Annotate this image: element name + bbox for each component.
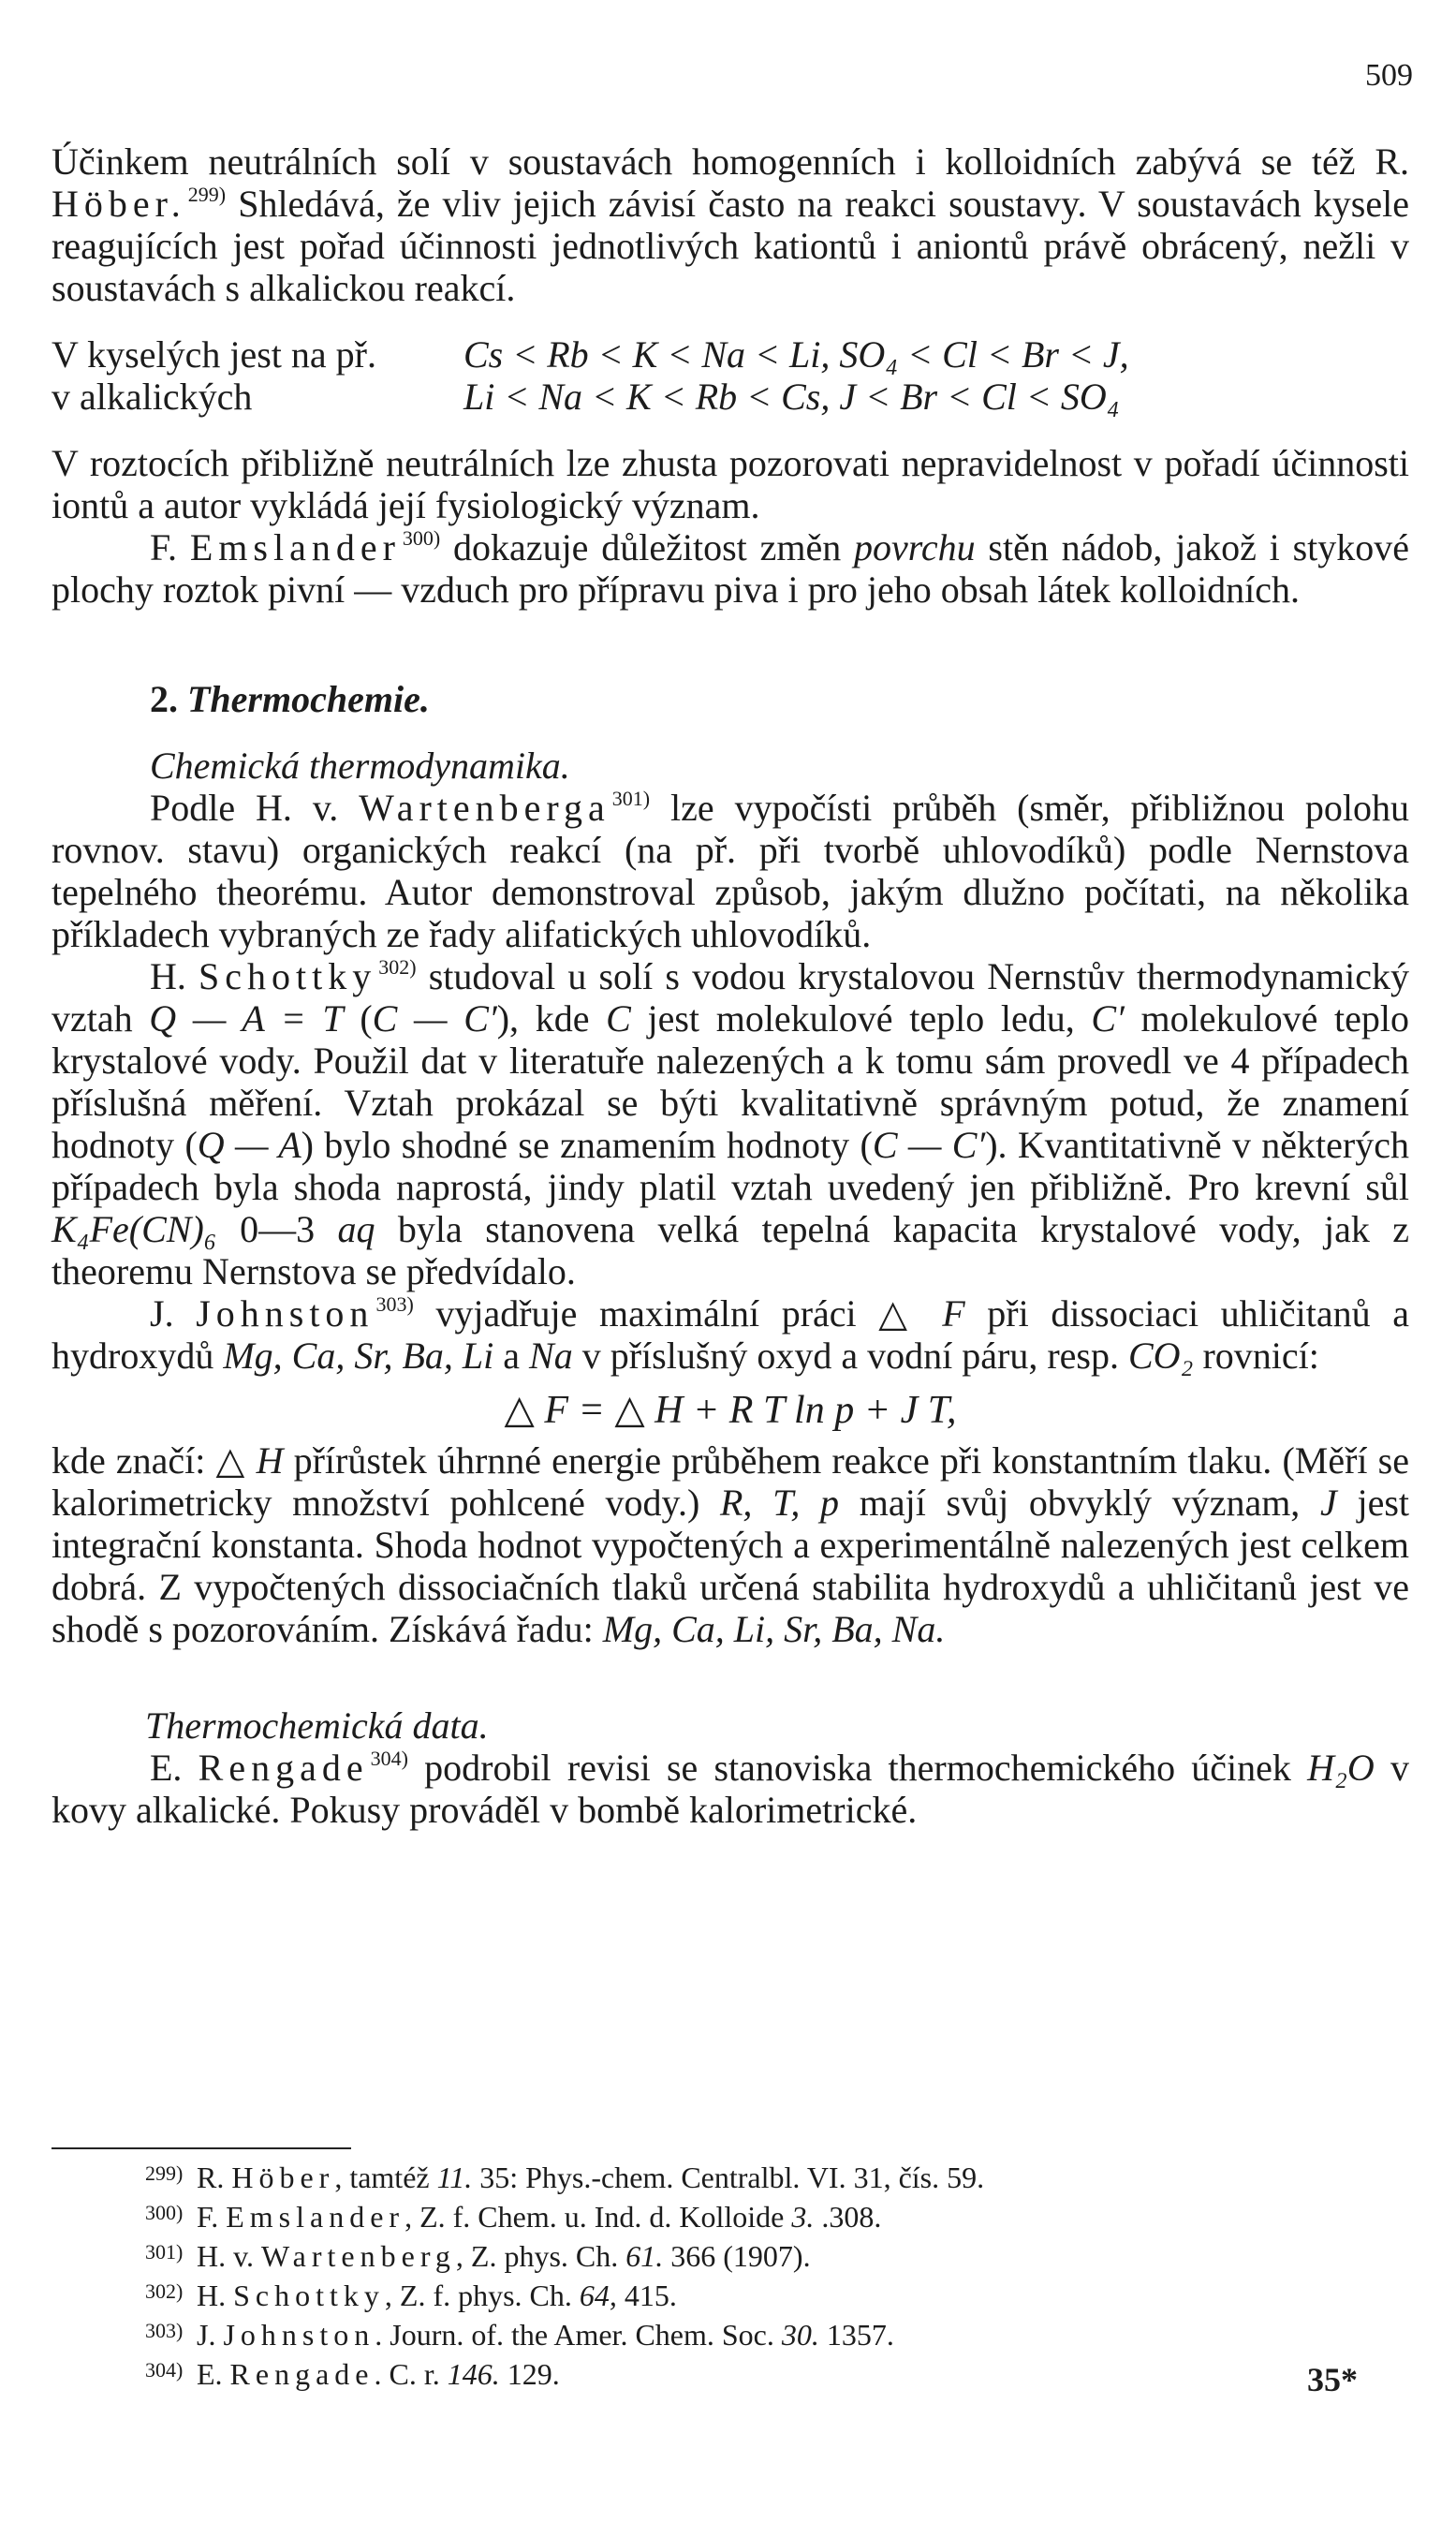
text: jest integrační konstanta. Shoda hodnot vypočtených a experimentálně nalezených jest celkem dobrá. Z vypočtených dissociačních tlaků určená stabilita hydroxydů a uhličitanů jest ve shodě s pozorováním. Získává řadu:	[51, 1482, 1409, 1650]
equation: △ F = △ H + R T ln p + J T,	[504, 1389, 957, 1432]
text: v příslušný oxyd a vodní páru, resp.	[572, 1335, 1128, 1377]
formula: Mg, Ca, Sr, Ba, Li	[223, 1335, 494, 1377]
series-formula: Cs < Rb < K < Na < Li, SO₄ < Cl < Br < J,	[463, 333, 1129, 376]
ion-series	[51, 333, 1409, 418]
author-name: Johnston	[223, 2318, 375, 2352]
text: ) bylo shodné se znamením hodnoty (	[301, 1124, 873, 1166]
text: E.	[150, 1747, 199, 1789]
page-body	[51, 140, 1409, 1831]
footnote-number: 300)	[145, 2201, 184, 2224]
footnote-number: 301)	[145, 2240, 184, 2264]
footnote-number: 299)	[145, 2161, 184, 2185]
formula: Na	[529, 1335, 573, 1377]
text: molekulové teplo krystalové vody. Použil dat v literatuře nalezených a k tomu sám provedl ve 4 případech příslušná měření. Vztah prokázal se býti kvalitativně správným potud, že znamení hodnoty (	[51, 997, 1410, 1166]
footnote-divider	[51, 2147, 351, 2149]
author-name: Wartenberg	[261, 2239, 456, 2273]
text: , Z. f. phys. Ch.	[384, 2279, 580, 2312]
paragraph-equation-explanation	[51, 1439, 1409, 1650]
section-heading	[51, 678, 1409, 720]
author-name: Emslander	[189, 526, 401, 568]
series-label: v alkalických	[51, 376, 253, 418]
footnote-ref[interactable]: 300)	[402, 526, 441, 550]
text: 415.	[616, 2279, 677, 2312]
text: Účinkem neutrálních solí v soustavách homogenních i kolloidních zabývá se též R.	[51, 140, 1409, 183]
paragraph-schottky	[51, 955, 1409, 1292]
footnote	[145, 2195, 1269, 2235]
text: kde značí:	[51, 1439, 216, 1482]
text: stěn nádob, jakož i stykové plochy roztok pivní — vzduch pro přípravu piva i pro jeho obsah látek kolloidních.	[51, 526, 1410, 611]
formula: △ H	[215, 1439, 284, 1482]
text: Podle H. v.	[150, 787, 360, 829]
text: F.	[150, 526, 190, 568]
text: ), kde	[496, 997, 607, 1040]
formula: H₂O	[1307, 1747, 1375, 1789]
formula: CO₂	[1127, 1335, 1194, 1377]
footnote	[145, 2274, 1269, 2313]
text: F.	[197, 2200, 227, 2234]
text: vyjadřuje maximální práci	[413, 1292, 879, 1335]
footnote	[145, 2235, 1269, 2274]
text: při dissociaci uhličitanů a hydroxydů	[51, 1292, 1409, 1377]
footnote-ref[interactable]: 302)	[378, 955, 417, 979]
text: , tamtéž	[334, 2161, 437, 2194]
text: H.	[150, 955, 199, 997]
paragraph-wartenberg	[51, 787, 1409, 955]
text: , Z. f. Chem. u. Ind. d. Kolloide	[404, 2200, 792, 2234]
text: 366 (1907).	[663, 2239, 811, 2273]
text: rovnicí:	[1193, 1335, 1319, 1377]
formula: C′	[1091, 997, 1125, 1040]
text: lze vypočísti průběh (směr, přibližnou polohu rovnov. stavu) organických reakcí (na př. při tvorbě uhlovodíků) podle Nernstova tepelného theorému. Autor demonstroval způsob, jakým dlužno počítati, na několika příkladech vybraných ze řady alifatických uhlovodíků.	[51, 787, 1409, 955]
paragraph-rengade	[51, 1747, 1409, 1831]
author-name: Schottky	[233, 2279, 385, 2312]
footnote-ref[interactable]: 301)	[611, 787, 651, 810]
text: . Journ. of. the Amer. Chem. Soc.	[375, 2318, 782, 2352]
text: E.	[197, 2357, 230, 2391]
footnote-number: 304)	[145, 2358, 184, 2382]
subsection-heading: Thermochemická data.	[145, 1704, 489, 1747]
text: jest molekulové teplo ledu,	[630, 997, 1092, 1040]
formula: C — C′	[872, 1124, 986, 1166]
footnote-ref[interactable]: 304)	[370, 1747, 408, 1770]
series-formula: Li < Na < K < Rb < Cs, J < Br < Cl < SO₄	[463, 376, 1120, 418]
text: 0—3	[216, 1208, 338, 1250]
text: H. v.	[197, 2239, 262, 2273]
paragraph-emslander	[51, 526, 1409, 611]
page-number: 509	[1365, 58, 1413, 93]
volume: 11.	[436, 2161, 473, 2194]
formula: aq	[337, 1208, 375, 1250]
text: a	[493, 1335, 530, 1377]
text: mají svůj obvyklý význam,	[839, 1482, 1320, 1524]
footnote	[145, 2353, 1269, 2392]
author-name: Emslander	[226, 2200, 405, 2234]
volume: 64,	[579, 2279, 617, 2312]
author-name: Wartenberga	[359, 787, 610, 829]
formula: J	[1320, 1482, 1337, 1524]
formula: R, T, p	[719, 1482, 840, 1524]
formula: C	[606, 997, 631, 1040]
text: .308.	[814, 2200, 882, 2234]
text: , Z. phys. Ch.	[455, 2239, 626, 2273]
paragraph-johnston	[51, 1292, 1409, 1377]
footnote-ref[interactable]: 303)	[375, 1292, 414, 1316]
footnote-number: 303)	[145, 2319, 184, 2342]
text: Shledává, že vliv jejich závisí často na reakci soustavy. V soustavách kysele reagujících jest pořad účinnosti jednotlivých kationtů i aniontů právě obrácený, nežli v soustavách s alkalickou reakcí.	[51, 183, 1409, 309]
printer-signature: 35*	[1307, 2361, 1358, 2398]
emphasis: povrchu	[854, 526, 976, 568]
text: 35: Phys.-chem. Centralbl. VI. 31, čís. 59.	[472, 2161, 985, 2194]
text: . C. r.	[374, 2357, 448, 2391]
text: H.	[197, 2279, 234, 2312]
author-name: Schottky	[199, 955, 377, 997]
text: v kovy alkalické. Pokusy prováděl v bombě kalorimetrické.	[51, 1747, 1409, 1831]
footnote	[145, 2156, 1269, 2195]
formula: Q — A	[197, 1124, 301, 1166]
formula: △ F	[878, 1292, 965, 1335]
author-name: Johnston	[196, 1292, 375, 1335]
author-name: Rengade	[198, 1747, 369, 1789]
formula: C — C′	[372, 997, 497, 1040]
formula: Q — A = T	[149, 997, 344, 1040]
formula: K₄Fe(CN)₆	[51, 1208, 217, 1250]
text: J.	[150, 1292, 197, 1335]
formula: Mg, Ca, Li, Sr, Ba, Na.	[602, 1608, 946, 1650]
section-title: Thermochemie.	[187, 678, 430, 720]
text: podrobil revisi se stanoviska thermochemického účinek	[407, 1747, 1308, 1789]
text: byla stanovena velká tepelná kapacita krystalové vody, jak z theoremu Nernstova se předvídalo.	[51, 1208, 1410, 1292]
author-name: Rengade	[229, 2357, 375, 2391]
text: (	[343, 997, 373, 1040]
series-label: V kyselých jest na př.	[51, 333, 376, 376]
footnote-number: 302)	[145, 2279, 184, 2303]
text: studoval u solí s vodou krystalovou Nernstův thermodynamický vztah	[51, 955, 1409, 1040]
author-name: Höber	[231, 2161, 335, 2194]
footnotes	[145, 2156, 1269, 2392]
volume: 3.	[791, 2200, 815, 2234]
text: J.	[197, 2318, 224, 2352]
volume: 30.	[781, 2318, 819, 2352]
subsection-heading: Chemická thermodynamika.	[150, 745, 570, 787]
author-name: Höber.	[51, 183, 186, 225]
text: dokazuje důležitost změn	[440, 526, 855, 568]
text: R.	[197, 2161, 232, 2194]
text: 129.	[499, 2357, 560, 2391]
volume: 61.	[625, 2239, 664, 2273]
section-number: 2.	[150, 678, 178, 720]
text: 1357.	[818, 2318, 894, 2352]
text: přírůstek úhrnné energie průběhem reakce při konstantním tlaku. (Měří se kalorimetricky množství pohlcené vody.)	[51, 1439, 1409, 1524]
footnote-ref[interactable]: 299)	[187, 183, 227, 206]
text: ). Kvantitativně v některých případech byla shoda naprostá, jindy platil vztah uvedený jen přibližně. Pro krevní sůl	[51, 1124, 1409, 1208]
volume: 146.	[447, 2357, 500, 2391]
paragraph-neutral: V roztocích přibližně neutrálních lze zhusta pozorovati nepravidelnost v pořadí účinnosti iontů a autor vykládá její fysiologický význam.	[51, 442, 1409, 526]
footnote	[145, 2313, 1269, 2353]
paragraph-hober	[51, 140, 1409, 309]
